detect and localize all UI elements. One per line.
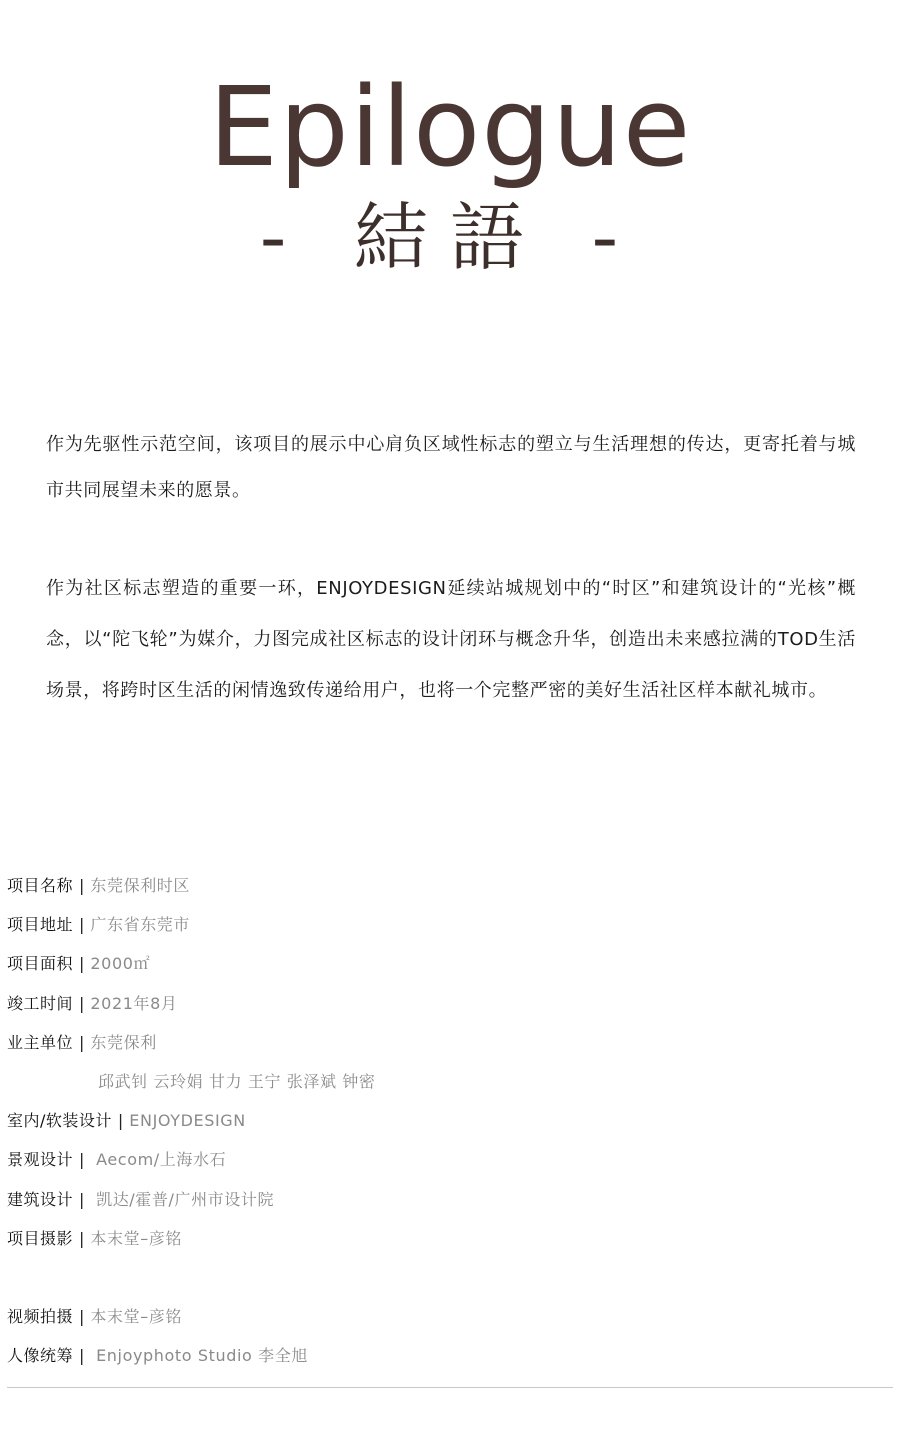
credit-value: 2021年8月 [90, 993, 178, 1013]
paragraph-intro: 作为先驱性示范空间，该项目的展示中心肩负区域性标志的塑立与生活理想的传达，更寄托着与城市共同展望未来的愿景。 [46, 434, 856, 501]
credit-separator: | [79, 1228, 85, 1248]
credit-label: 室内/软装设计 [7, 1111, 112, 1131]
credit-value: 广东省东莞市 [90, 915, 191, 935]
credit-row-owner [7, 1023, 887, 1062]
credit-value: 东莞保利 [90, 1032, 157, 1052]
credit-separator: | [79, 993, 85, 1013]
credit-label: 业主单位 [7, 1032, 74, 1052]
credit-separator: | [79, 1150, 85, 1170]
credit-row-architecture-design [7, 1180, 887, 1219]
credit-row-owner-team [7, 1062, 887, 1101]
credit-row-project-area [7, 944, 887, 983]
credit-separator: | [117, 1111, 124, 1131]
credit-row-completion-time [7, 984, 887, 1023]
credit-separator: | [79, 1032, 85, 1052]
credit-label: 景观设计 [7, 1150, 74, 1170]
credit-value: 本末堂–彦铭 [90, 1307, 183, 1327]
credit-separator: | [79, 1346, 85, 1366]
credit-row-video [7, 1297, 887, 1336]
credit-label: 建筑设计 [7, 1189, 74, 1209]
credit-row-project-address [7, 905, 887, 944]
credit-row-portrait-coordination [7, 1336, 887, 1375]
credit-row-photography [7, 1219, 887, 1258]
credit-value: 东莞保利时区 [90, 876, 191, 895]
credit-row-interior-design [7, 1101, 887, 1140]
credit-value: 凯达/霍普/广州市设计院 [90, 1189, 275, 1209]
credit-value: 2000㎡ [90, 954, 151, 974]
credit-row-landscape-design [7, 1140, 887, 1179]
credit-label: 项目地址 [7, 915, 74, 935]
credit-label: 视频拍摄 [7, 1307, 74, 1327]
credit-value: 本末堂–彦铭 [90, 1228, 183, 1248]
credit-label: 项目面积 [7, 954, 74, 974]
credit-separator: | [79, 1307, 85, 1327]
credit-label: 竣工时间 [7, 993, 74, 1013]
credit-value: Enjoyphoto Studio 李全旭 [90, 1346, 308, 1366]
credit-value: ENJOYDESIGN [129, 1111, 246, 1131]
page-title-chinese: - 結語 - [259, 195, 641, 281]
credit-separator: | [79, 1189, 85, 1209]
bottom-divider [7, 1387, 893, 1388]
credit-row-project-name [7, 866, 887, 905]
page-title-english: Epilogue [208, 63, 692, 191]
credit-value: 邱武钊 云玲娟 甘力 王宁 张泽斌 钟密 [98, 1071, 376, 1091]
project-credits [7, 866, 887, 1375]
paragraph-concept: 作为社区标志塑造的重要一环，ENJOYDESIGN延续站城规划中的“时区”和建筑设计的“光核”概念，以“陀飞轮”为媒介，力图完成社区标志的设计闭环与概念升华，创造出未来感拉满的TOD生活场景，将跨时区生活的闲情逸致传递给用户，也将一个完整严密的美好生活社区样本献礼城市。 [46, 578, 856, 701]
credit-label: 项目名称 [7, 876, 74, 895]
credit-separator: | [79, 954, 85, 974]
credit-label: 人像统筹 [7, 1346, 74, 1366]
credit-separator: | [79, 876, 85, 895]
credit-value: Aecom/上海水石 [90, 1150, 227, 1170]
credit-label: 项目摄影 [7, 1228, 74, 1248]
credit-separator: | [79, 915, 85, 935]
